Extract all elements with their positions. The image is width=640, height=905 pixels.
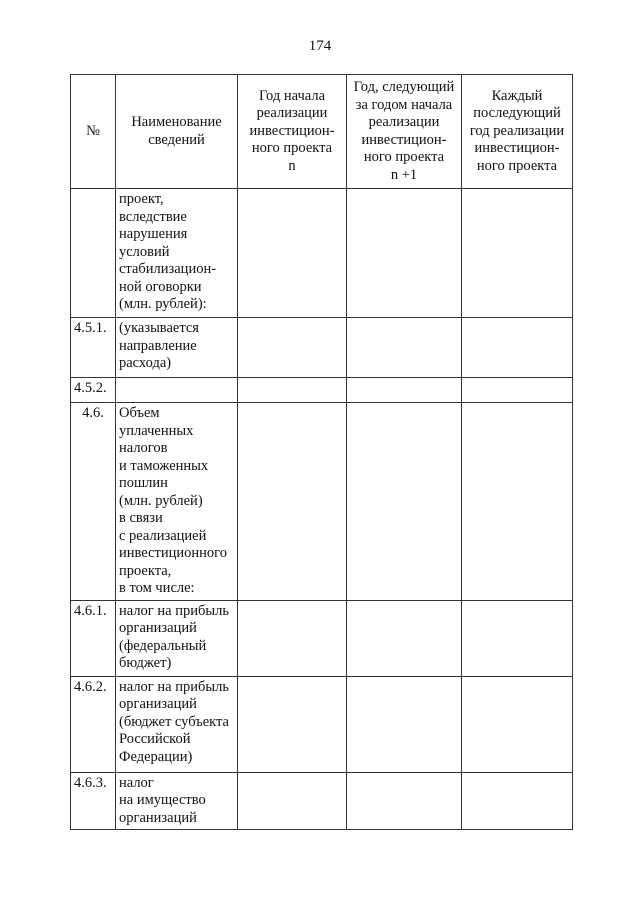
row-number: 4.6.2. — [71, 676, 116, 772]
cell-year-next — [347, 378, 462, 403]
investment-report-table — [70, 74, 573, 830]
table-header-row — [71, 75, 573, 189]
page-number: 174 — [308, 38, 332, 54]
cell-each-next-year — [462, 189, 573, 318]
cell-each-next-year — [462, 676, 573, 772]
row-name: проект, вследствие нарушения условий стабилизацион- ной оговорки (млн. рублей): — [116, 189, 238, 318]
row-number — [71, 189, 116, 318]
row-name: налог на прибыль организаций (федеральный бюджет) — [116, 600, 238, 676]
cell-year-next — [347, 318, 462, 378]
cell-year-next — [347, 772, 462, 830]
table-row — [71, 403, 573, 601]
cell-year-start — [238, 318, 347, 378]
cell-year-next — [347, 600, 462, 676]
table-row — [71, 772, 573, 830]
cell-year-next — [347, 189, 462, 318]
header-each-next-year: Каждый последующий год реализации инвестицион- ного проекта — [462, 75, 573, 189]
header-year-start: Год начала реализации инвестицион- ного проекта n — [238, 75, 347, 189]
cell-each-next-year — [462, 318, 573, 378]
table-row — [71, 676, 573, 772]
header-name: Наименование сведений — [116, 75, 238, 189]
cell-each-next-year — [462, 403, 573, 601]
row-number: 4.5.1. — [71, 318, 116, 378]
row-name: налог на прибыль организаций (бюджет субъекта Российской Федерации) — [116, 676, 238, 772]
cell-year-start — [238, 403, 347, 601]
table-row — [71, 318, 573, 378]
row-name: налог на имущество организаций — [116, 772, 238, 830]
header-year-next: Год, следующий за годом начала реализации инвестицион- ного проекта n +1 — [347, 75, 462, 189]
table-row — [71, 600, 573, 676]
row-name: Объем уплаченных налогов и таможенных пошлин (млн. рублей) в связи с реализацией инвестиционного проекта, в том числе: — [116, 403, 238, 601]
cell-year-start — [238, 189, 347, 318]
cell-each-next-year — [462, 378, 573, 403]
row-number: 4.5.2. — [71, 378, 116, 403]
table-row — [71, 378, 573, 403]
row-number: 4.6. — [71, 403, 116, 601]
cell-year-next — [347, 403, 462, 601]
row-number: 4.6.1. — [71, 600, 116, 676]
row-name — [116, 378, 238, 403]
header-number: № — [71, 75, 116, 189]
cell-each-next-year — [462, 600, 573, 676]
cell-year-start — [238, 378, 347, 403]
row-name: (указывается направление расхода) — [116, 318, 238, 378]
cell-each-next-year — [462, 772, 573, 830]
cell-year-start — [238, 676, 347, 772]
table-row — [71, 189, 573, 318]
row-number: 4.6.3. — [71, 772, 116, 830]
cell-year-next — [347, 676, 462, 772]
cell-year-start — [238, 600, 347, 676]
cell-year-start — [238, 772, 347, 830]
